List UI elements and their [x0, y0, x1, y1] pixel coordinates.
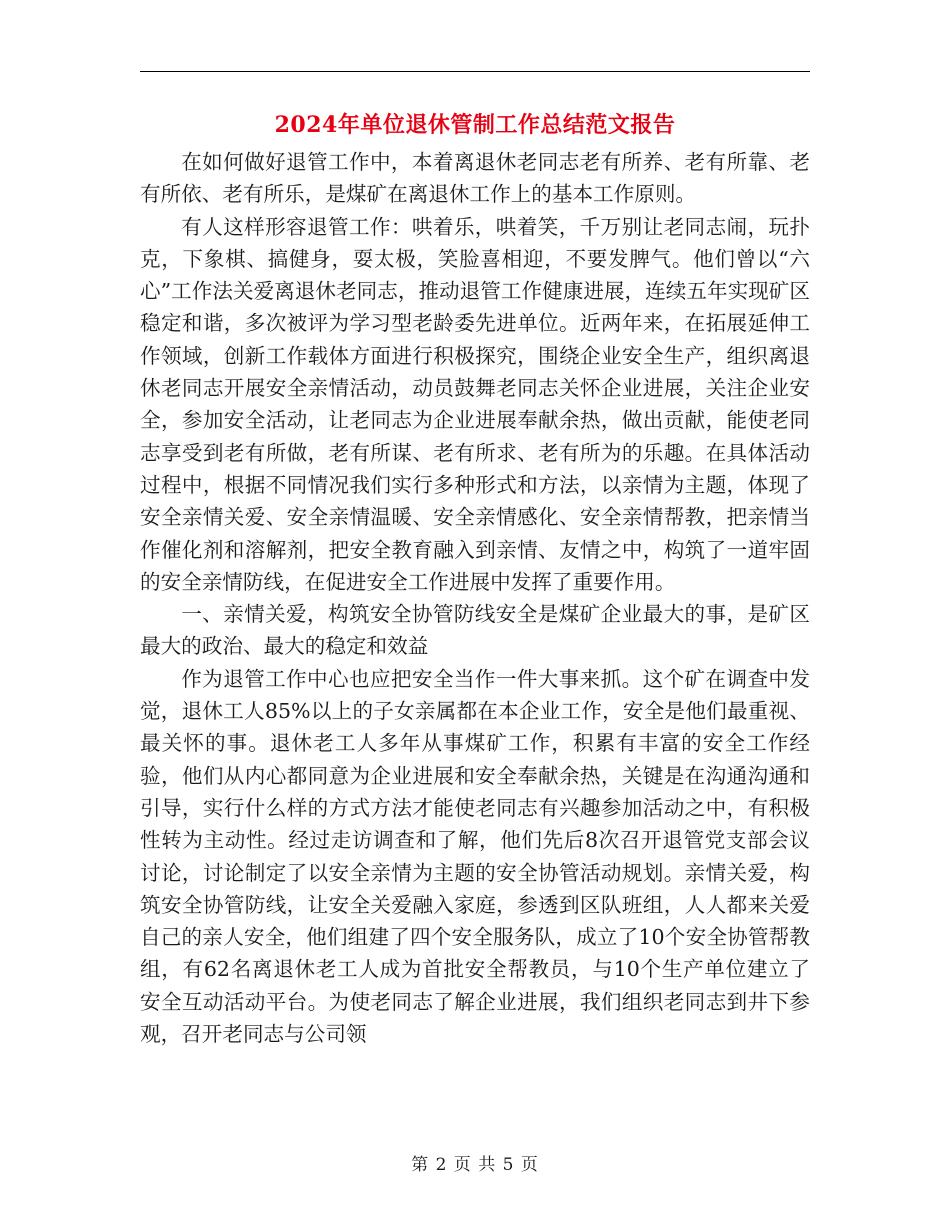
- document-title: 2024年单位退休管制工作总结范文报告: [274, 112, 676, 138]
- header-rule: [140, 71, 810, 72]
- paragraph-section-1: 作为退管工作中心也应把安全当作一件大事来抓。这个矿在调查中发觉，退休工人85%以上的子女亲属都在本企业工作，安全是他们最重视、最关怀的事。退休老工人多年从事煤矿工作，积累有丰富的安全工作经验，他们从内心都同意为企业进展和安全奉献余热，关键是在沟通沟通和引导，实行什么样的方式方法才能使老同志有兴趣参加活动之中，有积极性转为主动性。经过走访调查和了解，他们先后8次召开退管党支部会议讨论，讨论制定了以安全亲情为主题的安全协管活动规划。亲情关爱，构筑安全协管防线，让安全关爱融入家庭，参透到区队班组，人人都来关爱自己的亲人安全，他们组建了四个安全服务队，成立了10个安全协管帮教组，有62名离退休老工人成为首批安全帮教员，与10个生产单位建立了安全互动活动平台。为使老同志了解企业进展，我们组织老同志到井下参观，召开老同志与公司领: [140, 666, 810, 1047]
- section-heading-1: 一、亲情关爱，构筑安全协管防线安全是煤矿企业最大的事，是矿区最大的政治、最大的稳定和效益: [140, 602, 810, 659]
- document-body: [140, 146, 810, 1050]
- paragraph-intro: 在如何做好退管工作中，本着离退休老同志老有所养、老有所靠、老有所依、老有所乐，是煤矿在离退休工作上的基本工作原则。: [140, 150, 810, 207]
- page-number-footer: 第 2 页 共 5 页: [411, 1155, 539, 1175]
- paragraph-overview: 有人这样形容退管工作：哄着乐，哄着笑，千万别让老同志闹，玩扑克，下象棋、搞健身，耍太极，笑脸喜相迎，不要发脾气。他们曾以“六心”工作法关爱离退休老同志，推动退管工作健康进展，连续五年实现矿区稳定和谐，多次被评为学习型老龄委先进单位。近两年来，在拓展延伸工作领域，创新工作载体方面进行积极探究，围绕企业安全生产，组织离退休老同志开展安全亲情活动，动员鼓舞老同志关怀企业进展，关注企业安全，参加安全活动，让老同志为企业进展奉献余热，做出贡献，能使老同志享受到老有所做，老有所谋、老有所求、老有所为的乐趣。在具体活动过程中，根据不同情况我们实行多种形式和方法，以亲情为主题，体现了安全亲情关爱、安全亲情温暖、安全亲情感化、安全亲情帮教，把亲情当作催化剂和溶解剂，把安全教育融入到亲情、友情之中，构筑了一道牢固的安全亲情防线，在促进安全工作进展中发挥了重要作用。: [140, 214, 810, 594]
